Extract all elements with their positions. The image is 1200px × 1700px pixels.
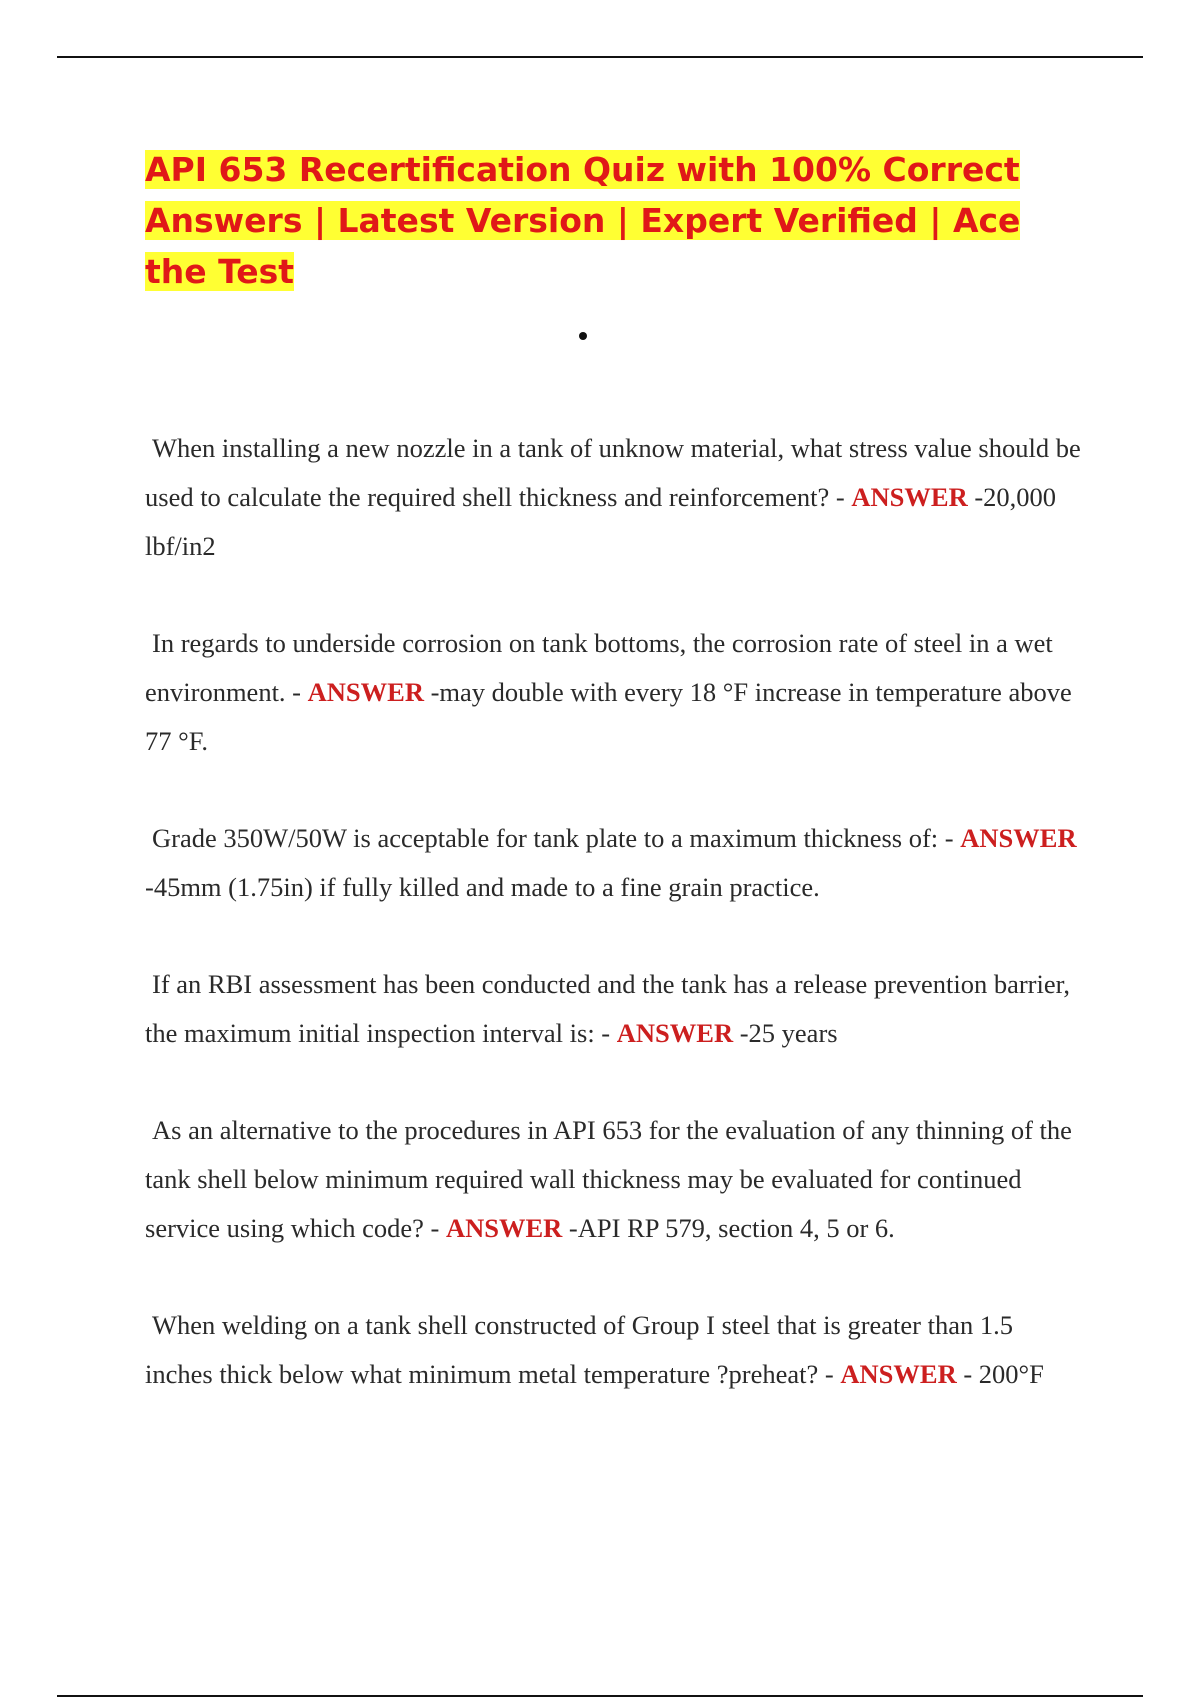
answer-text: -45mm (1.75in) if fully killed and made to a fine grain practice. [145, 872, 820, 902]
question-text: Grade 350W/50W is acceptable for tank plate to a maximum thickness of: - [152, 823, 961, 853]
answer-text: -25 years [733, 1018, 838, 1048]
answer-label: ANSWER [445, 1213, 563, 1243]
answer-text: - 200°F [956, 1359, 1044, 1389]
question-text: When installing a new nozzle in a tank of unknow material, what stress value should be used to calculate the required shell thickness and reinforcement? - [145, 433, 1081, 512]
document-title-text: API 653 Recertification Quiz with 100% Correct Answers | Latest Version | Expert Verified | Ace the Test [145, 150, 1021, 291]
answer-label: ANSWER [960, 823, 1077, 853]
question-text: As an alternative to the procedures in API 653 for the evaluation of any thinning of the tank shell below minimum required wall thickness may be evaluated for continued service using which code? - [145, 1115, 1072, 1243]
bullet-dot [579, 332, 587, 340]
answer-label: ANSWER [851, 482, 968, 512]
answer-text: -20,000 lbf/in2 [145, 482, 1057, 561]
qa-item [145, 1301, 1085, 1399]
answer-text: -API RP 579, section 4, 5 or 6. [562, 1213, 895, 1243]
answer-text: -may double with every 18 °F increase in temperature above 77 °F. [145, 677, 1072, 756]
qa-item [145, 619, 1085, 766]
answer-label: ANSWER [307, 677, 424, 707]
question-text: If an RBI assessment has been conducted and the tank has a release prevention barrier, the maximum initial inspection interval is: - [145, 969, 1070, 1048]
qa-item [145, 424, 1085, 571]
answer-label: ANSWER [840, 1359, 957, 1389]
document-title [145, 144, 1045, 297]
question-text: When welding on a tank shell constructed of Group I steel that is greater than 1.5 inches thick below what minimum metal temperature ?preheat? - [145, 1310, 1013, 1389]
top-rule [57, 56, 1143, 58]
bottom-rule [57, 1695, 1143, 1697]
answer-label: ANSWER [616, 1018, 734, 1048]
question-text: In regards to underside corrosion on tank bottoms, the corrosion rate of steel in a wet environment. - [145, 628, 1053, 707]
qa-list [145, 424, 1085, 1447]
qa-item [145, 814, 1085, 912]
qa-item [145, 1106, 1085, 1253]
qa-item [145, 960, 1085, 1058]
